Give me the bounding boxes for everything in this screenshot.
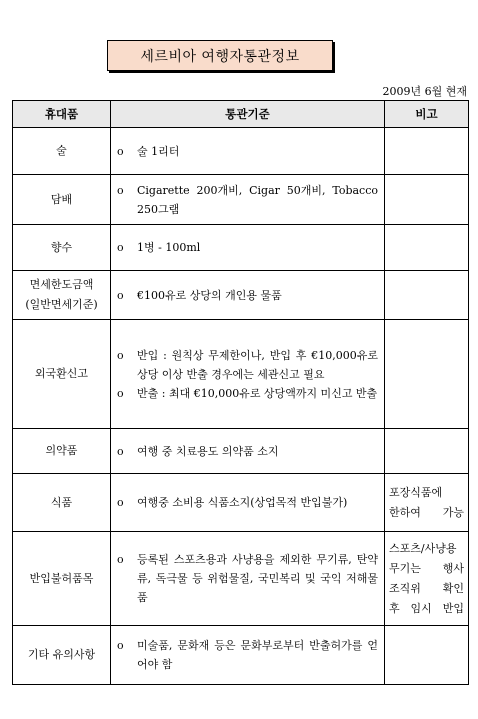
item-text: 향수: [50, 240, 73, 254]
note-cell: [385, 320, 469, 429]
item-cell: [13, 532, 111, 626]
table-body: [13, 128, 469, 685]
criteria-cell: [111, 532, 385, 626]
item-text: 반입불허품목: [29, 571, 94, 585]
note-text: 스포츠/사냥용: [389, 541, 457, 555]
table-row: [13, 225, 469, 271]
header-criteria: 통관기준: [111, 101, 385, 128]
criteria-bullet: [117, 181, 378, 219]
criteria-cell: [111, 474, 385, 532]
page-title: 세르비아 여행자통관정보: [107, 40, 333, 71]
item-cell: [13, 429, 111, 474]
table-row: [13, 175, 469, 225]
criteria-text: 술 1리터: [137, 144, 180, 158]
criteria-bullet: [117, 442, 378, 461]
table-row: [13, 626, 469, 685]
table-row: [13, 271, 469, 320]
item-cell: [13, 128, 111, 175]
criteria-text: €100유로 상당의 개인용 물품: [137, 288, 282, 302]
table-row: [13, 429, 469, 474]
note-cell: [385, 626, 469, 685]
criteria-text: 반출 : 최대 €10,000유로 상당액까지 미신고 반출: [137, 386, 378, 400]
bullet-icon: o: [117, 288, 124, 302]
criteria-cell: [111, 128, 385, 175]
item-text: 외국환신고: [34, 367, 89, 380]
bullet-icon: o: [117, 386, 124, 400]
item-text: 의약품: [45, 444, 78, 457]
bullet-icon: o: [117, 639, 124, 652]
criteria-bullet: [117, 636, 378, 674]
note-text: 포장식품에: [389, 485, 443, 499]
criteria-bullet: [117, 550, 378, 607]
table-row: [13, 320, 469, 429]
header-note: 비고: [385, 101, 469, 128]
criteria-text: 등록된 스포츠용과 사냥용을 제외한 무기류, 탄약류, 독극물 등 위험물질, 국민복리 및 국익 저해물품: [137, 553, 378, 604]
criteria-text: 여행중 소비용 식품소지(상업목적 반입불가): [137, 496, 348, 509]
table-header-row: [13, 101, 469, 128]
criteria-text: Cigarette 200개비, Cigar 50개비, Tobacco 250그램: [137, 183, 378, 216]
criteria-cell: [111, 225, 385, 271]
criteria-bullet: [117, 142, 378, 161]
criteria-bullet: [117, 286, 378, 305]
bullet-icon: o: [117, 144, 124, 158]
note-text: 무기는 행사: [389, 561, 464, 575]
item-text: 식품: [50, 495, 73, 509]
criteria-bullet: [117, 493, 378, 512]
criteria-text: 미술품, 문화재 등은 문화부로부터 반출허가를 얻어야 함: [137, 639, 378, 671]
criteria-text: 1병 - 100ml: [137, 241, 201, 254]
note-cell: [385, 532, 469, 626]
note-text: 조직위 확인: [389, 581, 464, 595]
bullet-icon: o: [117, 241, 124, 254]
criteria-text: 여행 중 치료용도 의약품 소지: [137, 444, 279, 458]
note-cell: [385, 128, 469, 175]
note-cell: [385, 474, 469, 532]
criteria-bullet: [117, 238, 378, 257]
table-row: [13, 474, 469, 532]
bullet-icon: o: [117, 496, 124, 509]
criteria-bullet: [117, 346, 378, 384]
item-cell: [13, 225, 111, 271]
item-text: 담배: [50, 192, 73, 206]
criteria-cell: [111, 626, 385, 685]
criteria-cell: [111, 271, 385, 320]
date-label: 2009년 6월 현재: [382, 85, 467, 98]
bullet-icon: o: [117, 553, 124, 566]
note-cell: [385, 429, 469, 474]
bullet-icon: o: [117, 348, 124, 362]
header-item: 휴대품: [13, 101, 111, 128]
note-cell: [385, 225, 469, 271]
criteria-cell: [111, 429, 385, 474]
bullet-icon: o: [117, 183, 124, 197]
criteria-cell: [111, 320, 385, 429]
item-cell: [13, 175, 111, 225]
item-cell: [13, 271, 111, 320]
table-row: [13, 128, 469, 175]
bullet-icon: o: [117, 444, 124, 458]
item-cell: [13, 474, 111, 532]
table-row: [13, 532, 469, 626]
item-cell: [13, 626, 111, 685]
criteria-bullet: [117, 384, 378, 403]
criteria-cell: [111, 175, 385, 225]
note-text: 한하여 가능: [389, 505, 464, 519]
note-text: 후 임시 반입: [389, 601, 464, 615]
item-text: 기타 유의사항: [27, 648, 96, 661]
note-cell: [385, 271, 469, 320]
criteria-text: 반입 : 원칙상 무제한이나, 반입 후 €10,000유로 상당 이상 반출 경우에는 세관신고 필요: [137, 348, 378, 381]
item-text: 면세한도금액: [29, 278, 94, 291]
item-cell: [13, 320, 111, 429]
item-text: (일반면세기준): [25, 298, 98, 311]
item-text: 술: [56, 144, 67, 157]
customs-table: [12, 100, 469, 685]
note-cell: [385, 175, 469, 225]
